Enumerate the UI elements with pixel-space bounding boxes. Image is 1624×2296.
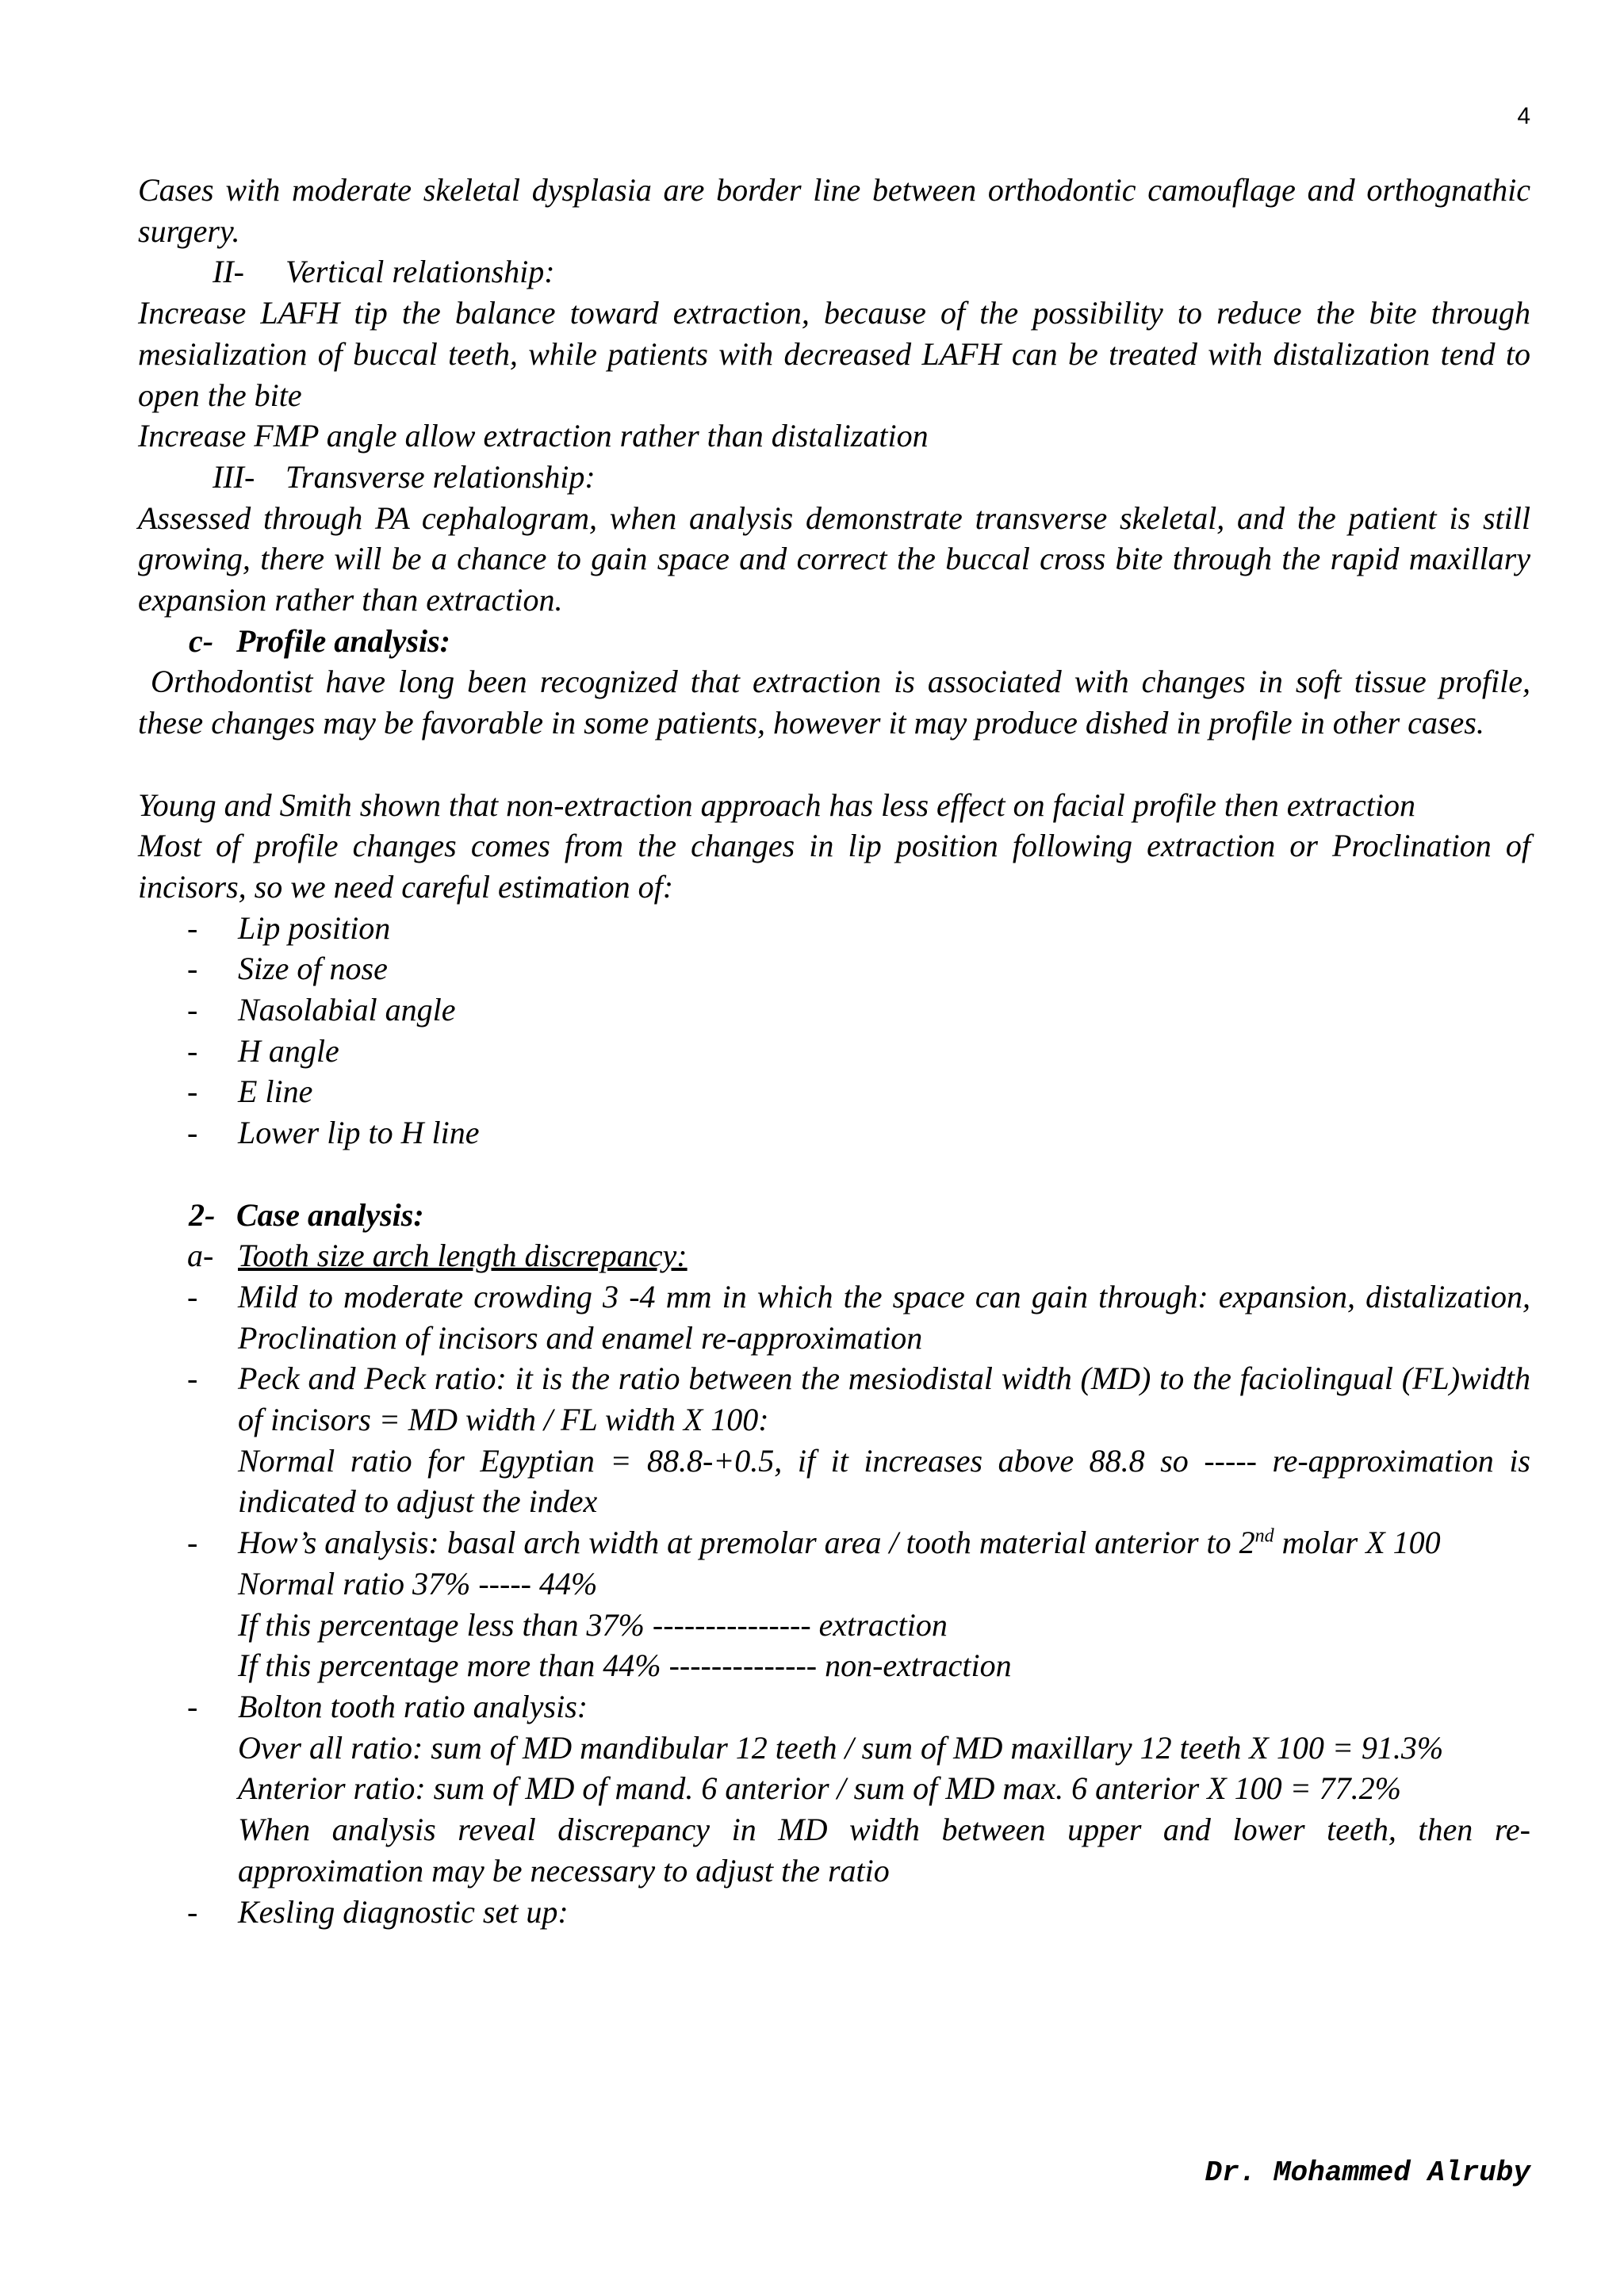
list-item [138,908,1530,949]
list-item-kesling [138,1892,1530,1933]
list-item-hows [138,1522,1530,1563]
section-title: Transverse relationship: [285,458,596,495]
hows-normal-ratio: Normal ratio 37% ----- 44% [238,1565,598,1601]
blank-line [138,1154,1530,1195]
bolton-discrepancy: When analysis reveal discrepancy in MD width between upper and lower teeth, then re-approximation may be necessary to adjust the ratio [238,1812,1530,1888]
hows-less-than: If this percentage less than 37% --------------- extraction [238,1606,948,1643]
section-vertical-relationship [138,251,1530,293]
subsection-title: Tooth size arch length discrepancy: [238,1238,688,1274]
peck-normal-ratio: Normal ratio for Egyptian = 88.8-+0.5, if it increases above 88.8 so ----- re-approximation is indicated to adjust the index [238,1442,1530,1520]
paragraph-vertical: Increase LAFH tip the balance toward extraction, because of the possibility to reduce the bite through mesialization of buccal teeth, while patients with decreased LAFH can be treated with distalization tend to open the bite [138,295,1530,413]
section-transverse-relationship [138,457,1530,498]
blank-line [138,744,1530,785]
list-item-text: E line [238,1073,313,1110]
list-item-text: Lower lip to H line [238,1115,480,1151]
list-dash: - [187,1032,198,1069]
list-item [138,948,1530,989]
subsection-letter: a- [187,1238,214,1274]
bolton-anterior-ratio: Anterior ratio: sum of MD of mand. 6 anterior / sum of MD max. 6 anterior X 100 = 77.2% [238,1770,1401,1807]
list-item-text: Peck and Peck ratio: it is the ratio between the mesiodistal width (MD) to the faciolingual (FL)width of incisors = MD width / FL width X 100: [238,1360,1530,1438]
list-dash: - [187,909,198,946]
list-item-text: Nasolabial angle [238,992,456,1028]
list-item-text: Lip position [238,909,391,946]
section-case-analysis [138,1195,1530,1236]
ordinal-superscript: nd [1254,1525,1274,1547]
list-dash: - [187,1525,198,1561]
list-item-text [238,1522,1530,1563]
paragraph-skeletal-dysplasia: Cases with moderate skeletal dysplasia are border line between orthodontic camouflage and orthognathic surgery. [138,172,1530,249]
section-number: c- [189,622,214,659]
list-dash: - [187,1073,198,1110]
list-item-text: Bolton tooth ratio analysis: [238,1688,588,1724]
list-dash: - [187,1360,198,1397]
list-dash: - [187,1115,198,1151]
section-title: Profile analysis: [236,622,450,659]
estimation-list [138,908,1530,1154]
section-profile-analysis [138,621,1530,662]
section-title: Vertical relationship: [285,254,555,290]
list-dash: - [187,951,198,987]
bolton-overall-ratio: Over all ratio: sum of MD mandibular 12 teeth / sum of MD maxillary 12 teeth X 100 = 91.3% [238,1729,1444,1766]
document-body [138,170,1539,1932]
section-number: II- [213,254,244,290]
list-dash: - [187,1893,198,1930]
list-item [138,1031,1530,1072]
section-number: 2- [189,1196,216,1233]
list-dash: - [187,992,198,1028]
list-item-text: Size of nose [238,951,388,987]
list-item-text: Kesling diagnostic set up: [238,1893,569,1930]
paragraph-profile: Orthodontist have long been recognized that extraction is associated with changes in soft tissue profile, these changes may be favorable in some patients, however it may produce dished in profile in other cases. [138,664,1539,741]
list-item-bolton [138,1686,1530,1728]
hows-more-than: If this percentage more than 44% -------------- non-extraction [238,1647,1012,1684]
list-item [138,1071,1530,1112]
paragraph-fmp: Increase FMP angle allow extraction rather than distalization [138,418,929,454]
list-dash: - [187,1278,198,1314]
list-item-text: H angle [238,1032,339,1069]
hows-text-start: How’s analysis: basal arch width at premolar area / tooth material anterior to 2 [238,1525,1255,1561]
list-item [138,989,1530,1031]
page-number: 4 [1517,103,1530,129]
hows-text-end: molar X 100 [1274,1525,1441,1561]
list-item-text: Mild to moderate crowding 3 -4 mm in which the space can gain through: expansion, distalization, Proclination of incisors and enamel re-approximation [238,1278,1530,1356]
list-item-peck [138,1358,1530,1440]
author-footer: Dr. Mohammed Alruby [1205,2156,1530,2189]
section-number: III- [213,458,255,495]
list-item-crowding [138,1276,1530,1358]
subsection-tooth-size [138,1235,1530,1276]
list-item [138,1112,1530,1154]
list-dash: - [187,1688,198,1724]
paragraph-transverse: Assessed through PA cephalogram, when analysis demonstrate transverse skeletal, and the patient is still growing, there will be a chance to gain space and correct the buccal cross bite through the rapid maxillary expansion rather than extraction. [138,499,1530,618]
section-title: Case analysis: [236,1196,424,1233]
paragraph-profile-changes: Most of profile changes comes from the changes in lip position following extraction or Proclination of incisors, so we need careful estimation of: [138,828,1530,905]
paragraph-young-smith: Young and Smith shown that non-extraction approach has less effect on facial profile then extraction [138,786,1415,823]
